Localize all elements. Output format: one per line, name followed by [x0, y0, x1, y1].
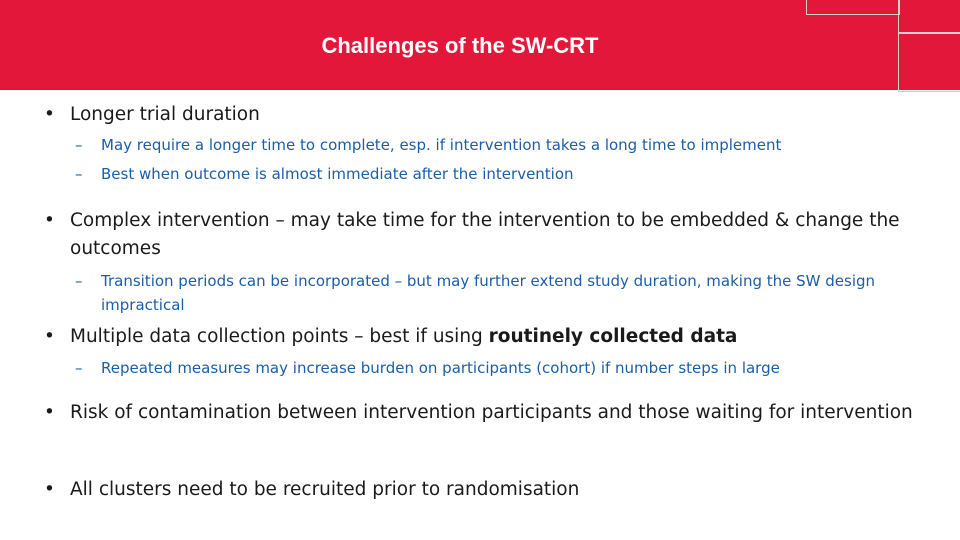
bullet-text: Multiple data collection points – best if using — [70, 326, 489, 347]
bullet-clusters-recruited: • All clusters need to be recruited prior to randomisation — [70, 476, 920, 504]
bullet-risk-of-contamination: • Risk of contamination between intervention participants and those waiting for intervention — [70, 399, 920, 427]
sub-bullet-transition-periods: – Transition periods can be incorporated – but may further extend study duration, making the SW design impractical — [101, 269, 901, 317]
bullet-multiple-data-collection — [70, 323, 920, 351]
bullet-complex-intervention: • Complex intervention – may take time for the intervention to be embedded & change the outcomes — [70, 207, 920, 263]
sub-bullet-repeated-measures: – Repeated measures may increase burden on participants (cohort) if number steps in large — [101, 356, 901, 380]
sub-bullet-immediate-outcome: – Best when outcome is almost immediate after the intervention — [101, 162, 901, 186]
slide-title: Challenges of the SW-CRT — [321, 33, 599, 58]
bullet-longer-trial-duration: • Longer trial duration — [70, 101, 920, 129]
sub-bullet-longer-time: – May require a longer time to complete, esp. if intervention takes a long time to implement — [101, 133, 901, 157]
bullet-emphasis: routinely collected data — [488, 326, 738, 347]
